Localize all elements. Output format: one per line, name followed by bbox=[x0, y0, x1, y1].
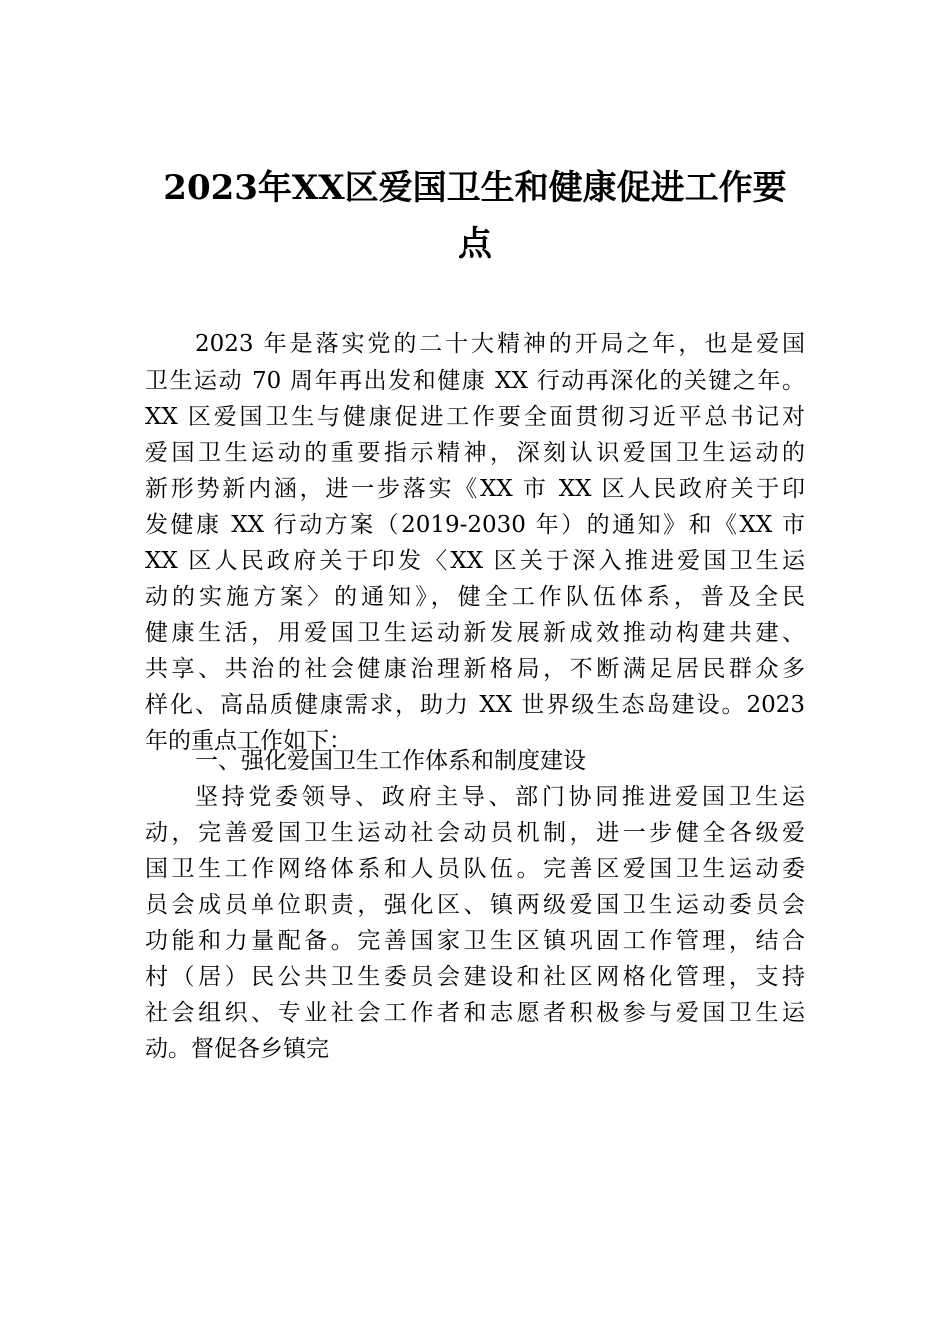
title-line-2: 点 bbox=[458, 224, 492, 264]
section-1-line: 动，完善爱国卫生运动社会动员机制，进一步健全各级爱 bbox=[145, 820, 805, 846]
intro-line: 爱国卫生运动的重要指示精神，深刻认识爱国卫生运动的 bbox=[145, 440, 805, 466]
intro-line: 健康生活，用爱国卫生运动新发展新成效推动构建共建、 bbox=[145, 620, 805, 646]
section-1-line: 员会成员单位职责，强化区、镇两级爱国卫生运动委员会 bbox=[145, 892, 805, 918]
intro-line: 共享、共治的社会健康治理新格局，不断满足居民群众多 bbox=[145, 656, 805, 682]
intro-line: 年的重点工作如下： bbox=[145, 728, 352, 754]
intro-line: XX 区爱国卫生与健康促进工作要全面贯彻习近平总书记对 bbox=[145, 404, 805, 430]
section-1-heading: 一、强化爱国卫生工作体系和制度建设 bbox=[195, 748, 586, 774]
section-1-line: 村（居）民公共卫生委员会建设和社区网格化管理，支持 bbox=[145, 964, 805, 990]
intro-line: 卫生运动 70 周年再出发和健康 XX 行动再深化的关键之年。 bbox=[145, 368, 805, 394]
intro-line: XX 区人民政府关于印发〈XX 区关于深入推进爱国卫生运 bbox=[145, 548, 805, 574]
document-title bbox=[145, 160, 805, 272]
section-1-line: 国卫生工作网络体系和人员队伍。完善区爱国卫生运动委 bbox=[145, 856, 805, 882]
intro-line: 发健康 XX 行动方案（2019-2030 年）的通知》和《XX 市 bbox=[145, 512, 805, 538]
intro-line: 动的实施方案〉的通知》，健全工作队伍体系，普及全民 bbox=[145, 584, 805, 610]
intro-line: 样化、高品质健康需求，助力 XX 世界级生态岛建设。2023 bbox=[145, 692, 805, 718]
section-1-line: 功能和力量配备。完善国家卫生区镇巩固工作管理，结合 bbox=[145, 928, 805, 954]
title-line-1: 2023年XX区爱国卫生和健康促进工作要 bbox=[163, 168, 787, 208]
intro-line: 新形势新内涵，进一步落实《XX 市 XX 区人民政府关于印 bbox=[145, 476, 805, 502]
intro-line: 2023 年是落实党的二十大精神的开局之年，也是爱国 bbox=[195, 331, 805, 357]
section-1-line: 坚持党委领导、政府主导、部门协同推进爱国卫生运 bbox=[195, 784, 805, 810]
section-1-line: 动。督促各乡镇完 bbox=[145, 1036, 329, 1062]
section-1-line: 社会组织、专业社会工作者和志愿者积极参与爱国卫生运 bbox=[145, 1000, 805, 1026]
